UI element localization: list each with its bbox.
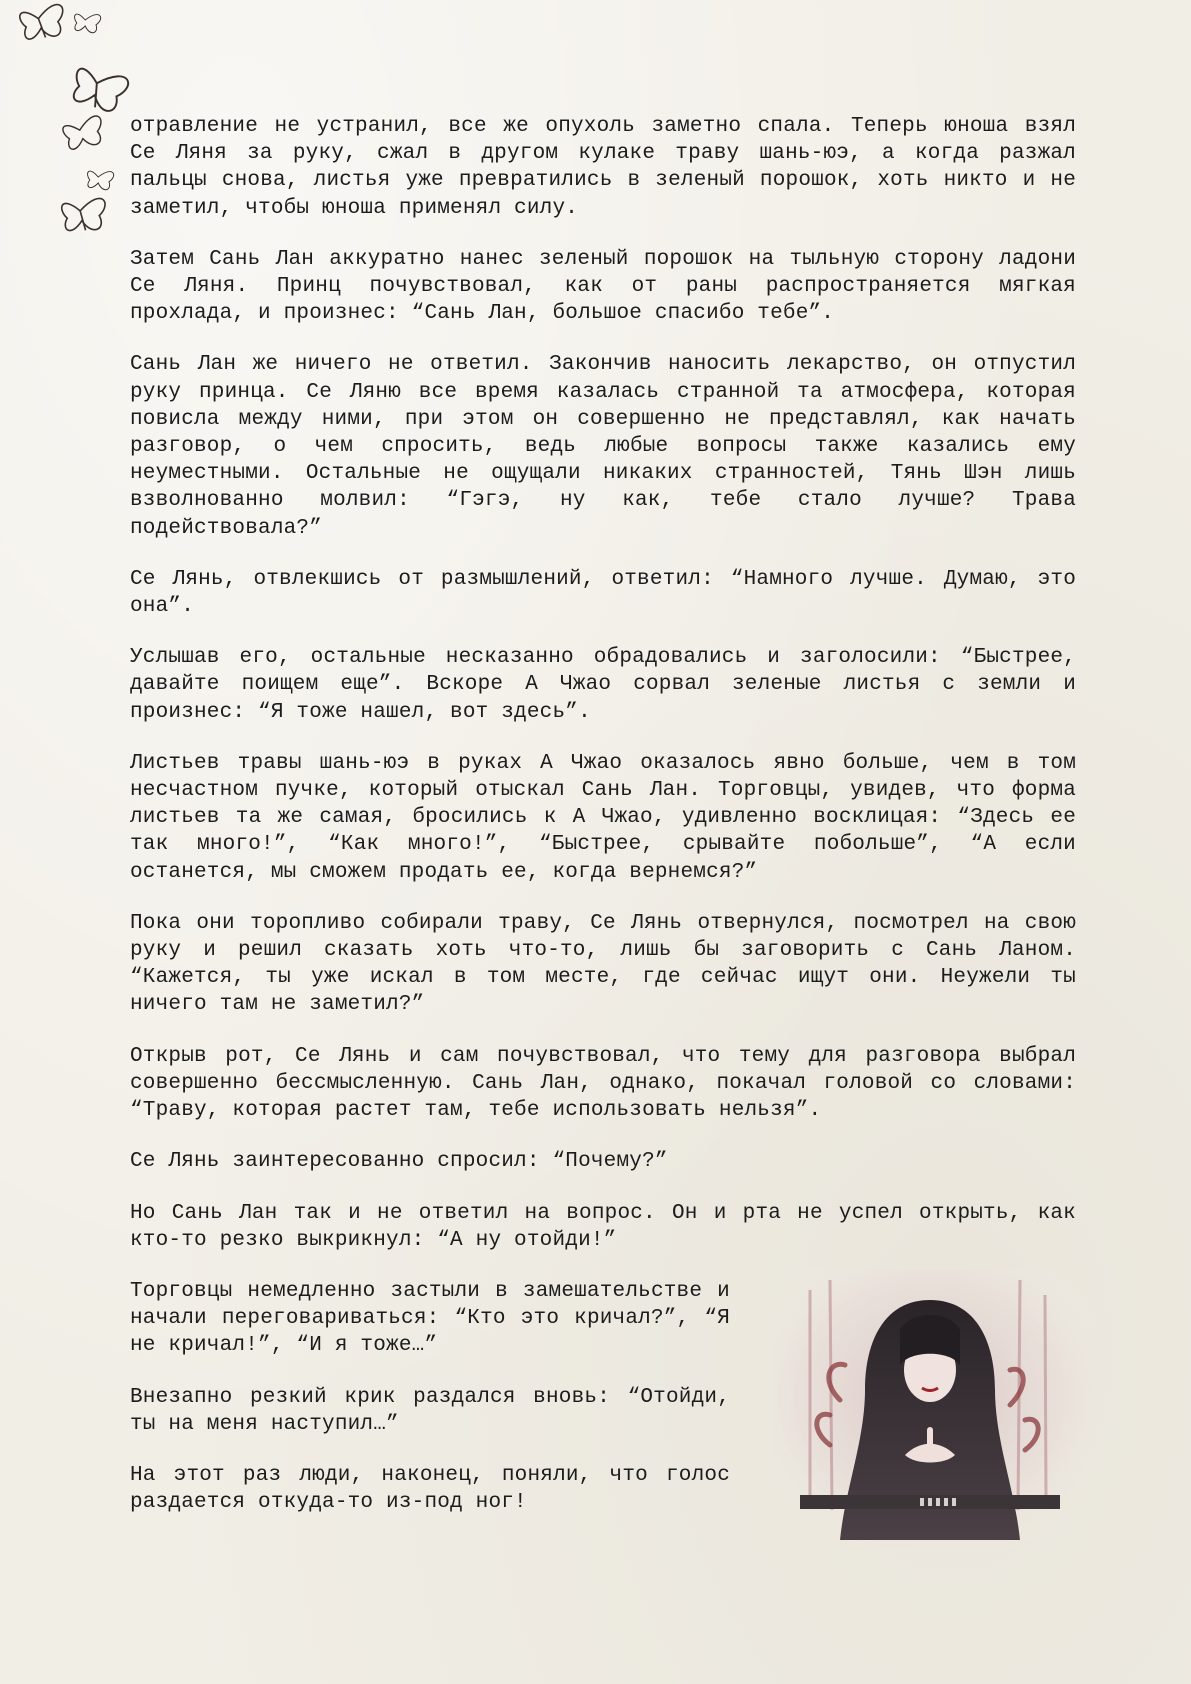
hooded-figure-illustration [770, 1270, 1090, 1552]
paragraph-1: отравление не устранил, все же опухоль заметно спала. Теперь юноша взял Се Ляня за руку, сжал в другом кулаке траву шань-юэ, а когда разжал пальцы снова, листья уже превратились в зеленый порошок, хоть никто и не заметил, чтобы юноша применял силу. [130, 115, 1076, 220]
paragraph-10: Но Сань Лан так и не ответил на вопрос. Он и рта не успел открыть, как кто-то резко выкрикнул: “А ну отойди!” [130, 1201, 1076, 1252]
paragraph-13: На этот раз люди, наконец, поняли, что голос раздается откуда-то из-под ног! [130, 1464, 730, 1515]
paragraph-2: Затем Сань Лан аккуратно нанес зеленый порошок на тыльную сторону ладони Се Ляня. Принц почувствовал, как от раны распространяется мягкая прохлада, и произнес: “Сань Лан, большое спасибо тебе”. [130, 247, 1076, 326]
main-text [130, 113, 1076, 1278]
paragraph-6: Листьев травы шань-юэ в руках А Чжао оказалось явно больше, чем в том несчастном пучке, который отыскал Сань Лан. Торговцы, увидев, что форма листьев та же самая, бросились к А Чжао, удивленно восклицая: “Здесь ее так много!”, “Как много!”, “Быстрее, срывайте побольше”, “А если останется, мы сможем продать ее, когда вернемся?” [130, 751, 1076, 884]
paragraph-12: Внезапно резкий крик раздался вновь: “Отойди, ты на меня наступил…” [130, 1385, 730, 1436]
paragraph-9: Се Лянь заинтересованно спросил: “Почему?” [130, 1150, 668, 1174]
paragraph-4: Се Лянь, отвлекшись от размышлений, ответил: “Намного лучше. Думаю, это она”. [130, 567, 1076, 619]
paragraph-7: Пока они торопливо собирали траву, Се Лянь отвернулся, посмотрел на свою руку и решил сказать хоть что-то, лишь бы заговорить с Сань Ланом. “Кажется, ты уже искал в том месте, где сейчас ищут они. Неужели ты ничего там не заметил?” [130, 911, 1076, 1017]
paragraph-5: Услышав его, остальные несказанно обрадовались и заголосили: “Быстрее, давайте поищем еще”. Вскоре А Чжао сорвал зеленые листья с земли и произнес: “Я тоже нашел, вот здесь”. [130, 646, 1076, 724]
narrow-text [130, 1278, 730, 1540]
paragraph-8: Открыв рот, Се Лянь и сам почувствовал, что тему для разговора выбрал совершенно бессмысленную. Сань Лан, однако, покачал головой со словами: “Траву, которая растет там, тебе использовать нельзя”. [130, 1044, 1076, 1123]
paragraph-11: Торговцы немедленно застыли в замешательстве и начали переговариваться: “Кто это кричал?”, “Я не кричал!”, “И я тоже…” [130, 1280, 730, 1358]
butterfly-icon [0, 0, 150, 260]
paragraph-3: Сань Лан же ничего не ответил. Закончив наносить лекарство, он отпустил руку принца. Се Ляню все время казалась странной та атмосфера, которая повисла между ними, при этом он совершенно не представлял, как начать разговор, о чем спросить, ведь любые вопросы также казались ему неуместными. Остальные не ощущали никаких странностей, Тянь Шэн лишь взволнованно молвил: “Гэгэ, ну как, тебе стало лучше? Трава подействовала?” [130, 353, 1076, 540]
